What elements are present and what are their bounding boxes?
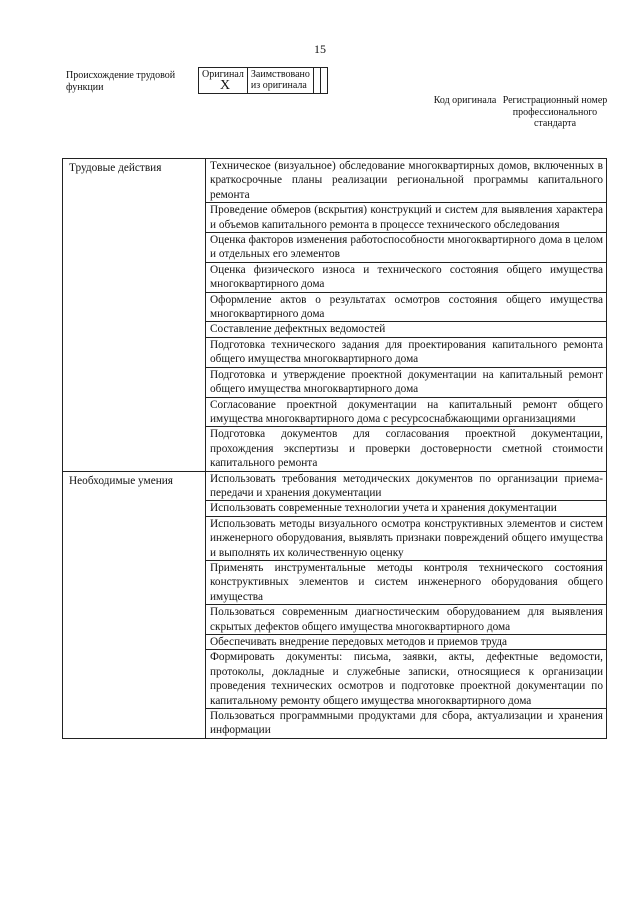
section-item: Использовать требования методических документов по организации приема-передачи и хранения документации	[206, 471, 607, 501]
section-item: Пользоваться программными продуктами для сбора, актуализации и хранения информации	[206, 709, 607, 739]
original-cell	[199, 68, 248, 94]
section-item: Пользоваться современным диагностическим оборудованием для выявления скрытых дефектов общего имущества многоквартирного дома	[206, 605, 607, 635]
table-row	[63, 471, 607, 501]
section-item: Применять инструментальные методы контроля технического состояния конструктивных элементов и систем инженерного оборудования общего имущества	[206, 560, 607, 604]
section-item: Техническое (визуальное) обследование многоквартирных домов, включенных в краткосрочные планы реализации региональной программы капитального ремонта	[206, 159, 607, 203]
section-item: Согласование проектной документации на капитальный ремонт общего имущества многоквартирного дома с ресурсоснабжающими организациями	[206, 397, 607, 427]
table-row	[63, 159, 607, 203]
borrowed-cell	[247, 68, 313, 94]
section-item: Подготовка и утверждение проектной документации на капитальный ремонт общего имущества многоквартирного дома	[206, 367, 607, 397]
section-title: Трудовые действия	[63, 159, 206, 472]
section-item: Оценка факторов изменения работоспособности многоквартирного дома в целом и отдельных его элементов	[206, 233, 607, 263]
section-item: Формировать документы: письма, заявки, акты, дефектные ведомости, протоколы, докладные и служебные записки, относящиеся к организации проведения технических осмотров и подготовке проектной документации по капитальному ремонту общего имущества многоквартирного дома	[206, 650, 607, 709]
section-item: Обеспечивать внедрение передовых методов и приемов труда	[206, 635, 607, 650]
code-cell	[313, 68, 320, 94]
origin-table	[198, 67, 328, 94]
original-mark: X	[220, 78, 231, 93]
reg-number-label: Регистрационный номер профессионального стандарта	[502, 95, 608, 129]
section-item: Оценка физического износа и технического состояния общего имущества многоквартирного дома	[206, 262, 607, 292]
section-title: Необходимые умения	[63, 471, 206, 738]
section-item: Проведение обмеров (вскрытия) конструкций и систем для выявления характера и объемов капитального ремонта в процессе технического обследования	[206, 203, 607, 233]
section-item: Оформление актов о результатах осмотров состояния общего имущества многоквартирного дома	[206, 292, 607, 322]
function-table-body	[63, 159, 607, 739]
reg-number-cell	[320, 68, 327, 94]
origin-label: Происхождение трудовой функции	[66, 70, 176, 93]
section-item: Использовать методы визуального осмотра конструктивных элементов и систем инженерного оборудования, выявлять признаки повреждений общего имущества и выполнять их количественную оценку	[206, 516, 607, 560]
borrowed-label: Заимствовано из оригинала	[250, 69, 310, 91]
section-item: Использовать современные технологии учета и хранения документации	[206, 501, 607, 516]
page-number: 15	[314, 42, 326, 56]
function-table	[62, 158, 607, 739]
section-item: Составление дефектных ведомостей	[206, 322, 607, 337]
code-original-label: Код оригинала	[433, 95, 497, 106]
original-label: Оригинал	[202, 69, 244, 80]
section-item: Подготовка технического задания для проектирования капитального ремонта общего имущества многоквартирного дома	[206, 337, 607, 367]
section-item: Подготовка документов для согласования проектной документации, прохождения экспертизы и проверки достоверности сметной стоимости капитального ремонта	[206, 427, 607, 471]
